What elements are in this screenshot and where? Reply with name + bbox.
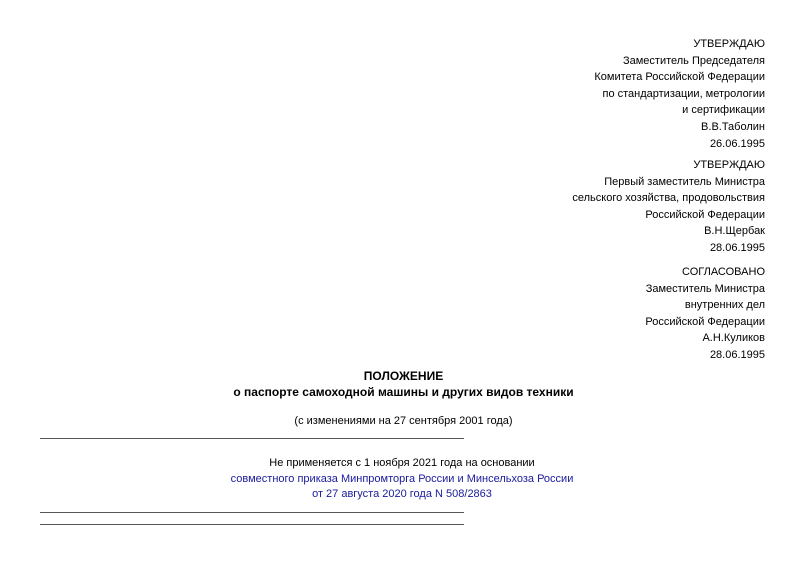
divider [40,512,464,513]
approval-date: 28.06.1995 [709,348,765,361]
document-title: ПОЛОЖЕНИЕ [363,369,444,383]
approval-date: 26.06.1995 [709,137,765,150]
approval-block-interior [645,264,765,364]
order-link-line2: от 27 августа 2020 года N 508/2863 [312,488,492,500]
approval-heading: СОГЛАСОВАНО [682,266,765,278]
approval-block-agriculture [572,157,765,257]
approval-line: Комитета Российской Федерации [594,71,765,84]
order-link-date[interactable] [40,487,764,503]
amendment-note: (с изменениями на 27 сентября 2001 года) [294,415,513,427]
approval-date: 28.06.1995 [709,241,765,254]
approval-line: и сертификации [682,104,765,117]
approval-line: Российской Федерации [645,208,765,221]
approval-line: по стандартизации, метрологии [602,87,765,100]
approval-line: Заместитель Министра [645,282,765,295]
approval-line: внутренних дел [684,299,765,312]
approval-heading: УТВЕРЖДАЮ [693,159,765,171]
approval-line: Заместитель Председателя [622,54,765,67]
approval-signatory: А.Н.Куликов [702,332,765,345]
approval-line: Первый заместитель Министра [604,175,765,188]
divider [40,524,464,525]
approval-block-chair [594,36,765,152]
approval-line: Российской Федерации [645,315,765,328]
approval-signatory: В.В.Таболин [701,120,765,133]
approval-signatory: В.Н.Щербак [704,225,765,238]
document-subtitle: о паспорте самоходной машины и других видов техники [233,385,574,399]
status-text: Не применяется с 1 ноября 2021 года на основании [269,457,535,469]
approval-heading: УТВЕРЖДАЮ [693,38,765,50]
order-link-line1: совместного приказа Минпромторга России и Минсельхоза России [230,472,574,485]
status-notice [40,456,764,503]
order-link[interactable] [40,472,764,488]
approval-line: сельского хозяйства, продовольствия [572,192,765,205]
divider [40,438,464,439]
